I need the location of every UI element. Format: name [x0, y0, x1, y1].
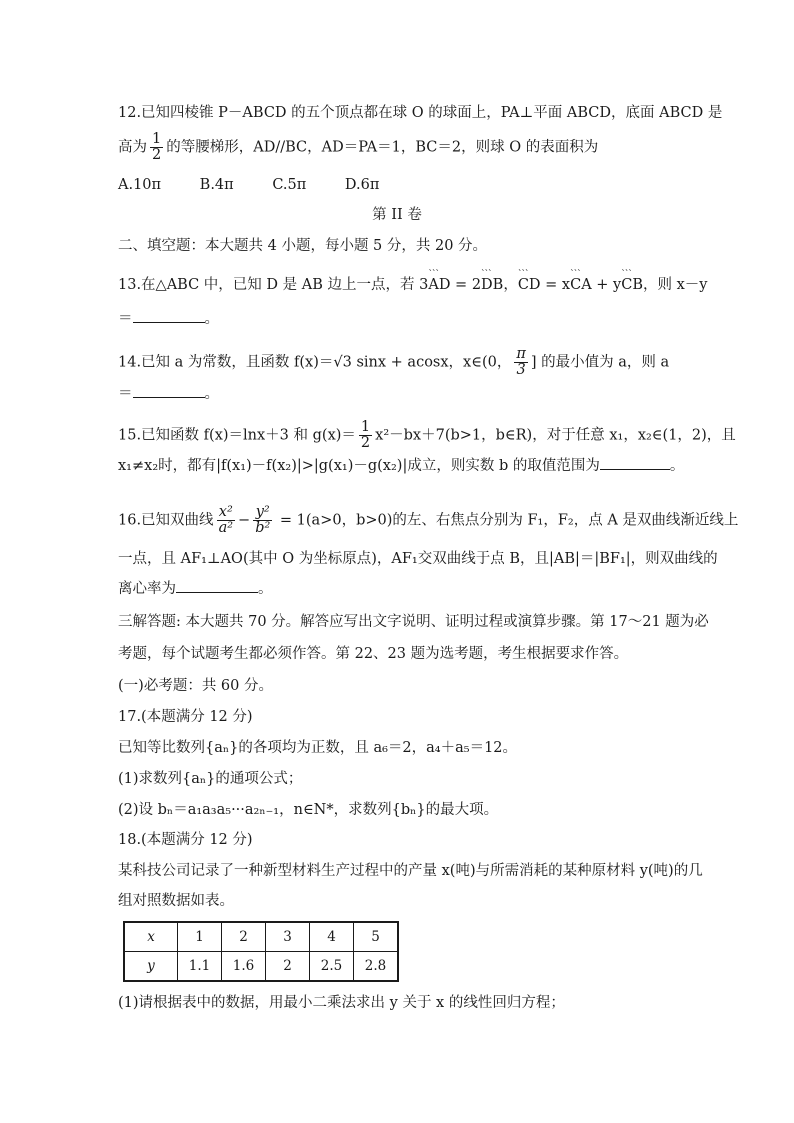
q12-options [118, 175, 413, 195]
q18-stem1: 某科技公司记录了一种新型材料生产过程中的产量 x(吨)与所需消耗的某种原材料 y(吨)的几 [118, 863, 703, 879]
table-cell: 3 [266, 922, 310, 952]
table-cell: 2 [266, 952, 310, 982]
q12-half-num: 1 [152, 131, 162, 147]
q17-part2: (2)设 bₙ＝a₁a₃a₅···a₂ₙ₋₁，n∈N*，求数列{bₙ}的最大项。 [118, 802, 499, 818]
q12-option-a: A.10π [118, 177, 162, 193]
q13-eq2: = x [540, 277, 571, 293]
table-cell: 4 [310, 922, 354, 952]
q12-line2 [118, 132, 598, 163]
q13-eq1: = 2 [450, 277, 482, 293]
q15-half-fraction [359, 420, 372, 451]
section3-required: (一)必考题：共 60 分。 [118, 678, 273, 694]
q13-line2 [118, 309, 219, 329]
vector-ad: ``` AD [428, 275, 450, 295]
q16-x-fraction [217, 505, 235, 536]
q13-answer-blank[interactable] [133, 310, 205, 323]
q18-part1: (1)请根据表中的数据，用最小二乘法求出 y 关于 x 的线性回归方程； [118, 995, 565, 1011]
q16-y-fraction [253, 505, 272, 536]
q18-data-table [123, 921, 399, 982]
q12-option-d: D.6π [344, 177, 380, 193]
q15-half-den: 2 [360, 435, 371, 451]
q16-line3 [118, 579, 273, 599]
q16-minus: − [238, 512, 251, 529]
q17-stem: 已知等比数列{aₙ}的各项均为正数，且 a₆＝2，a₄＋a₅＝12。 [118, 740, 518, 756]
table-cell: y [124, 952, 178, 982]
table-cell: 5 [354, 922, 399, 952]
q13-sep: ， [503, 277, 518, 293]
q12-option-c: C.5π [272, 177, 307, 193]
q16-y-num: y² [253, 505, 272, 521]
section3-line2: 考题，每个试题考生都必须作答。第 22、23 题为选考题，考生根据要求作答。 [118, 646, 629, 662]
section3-line1: 三解答题: 本大题共 70 分。解答应写出文字说明、证明过程或演算步骤。第 17～21 题为必 [118, 614, 709, 630]
vector-cb: ``` CB [621, 275, 643, 295]
table-row [124, 922, 398, 952]
vector-ca: ``` CA [570, 275, 592, 295]
q14-sqrt3: √3 [333, 354, 352, 371]
q14-pi-fraction [514, 347, 528, 378]
q14-pi-num: π [516, 346, 526, 362]
q14-eq-sign: ＝ [118, 386, 133, 402]
q14-end: 。 [204, 386, 219, 402]
q14-line2 [118, 384, 219, 404]
q15-answer-blank[interactable] [600, 457, 670, 470]
q14-answer-blank[interactable] [133, 385, 205, 398]
table-cell: 2.8 [354, 952, 399, 982]
table-row [124, 952, 398, 982]
q16-line1 [118, 505, 738, 536]
q13-eq-sign: ＝ [118, 311, 133, 327]
q15-half-num: 1 [360, 419, 371, 435]
vector-cd: ``` CD [518, 275, 541, 295]
q16-line3-text: 离心率为 [118, 581, 176, 597]
q13-post: ，则 x－y [643, 277, 708, 293]
q15-line2-text: x₁≠x₂时，都有|f(x₁)－f(x₂)|>|g(x₁)－g(x₂)|成立，则实数 b 的取值范围为 [118, 458, 600, 474]
q18-stem2: 组对照数据如表。 [118, 893, 234, 909]
q13-plus: + y [591, 277, 622, 293]
q15-post: x²－bx＋7(b>1，b∈R)，对于任意 x₁，x₂∈(1，2)，且 [375, 427, 736, 444]
q16-y-den: b² [255, 520, 271, 536]
q12-line1: 12.已知四棱锥 P－ABCD 的五个顶点都在球 O 的球面上，PA⊥平面 ABCD，底面 ABCD 是 [118, 105, 723, 121]
q14-line1 [118, 347, 669, 378]
table-cell: 1.1 [178, 952, 222, 982]
section2-heading: 二、填空题：本大题共 4 小题，每小题 5 分，共 20 分。 [118, 238, 488, 254]
q16-post: = 1(a>0，b>0)的左、右焦点分别为 F₁，F₂，点 A 是双曲线渐近线上 [275, 512, 739, 529]
q16-x-den: a² [218, 520, 234, 536]
q12-line2-pre: 高为 [118, 139, 147, 156]
table-cell: 1.6 [222, 952, 266, 982]
q12-half-den: 2 [152, 147, 162, 163]
q15-end: 。 [669, 458, 685, 474]
q12-line2-post: 的等腰梯形，AD//BC，AD＝PA＝1，BC＝2，则球 O 的表面积为 [166, 139, 599, 156]
q12-option-b: B.4π [199, 177, 234, 193]
q14-post: ] 的最小值为 a，则 a [530, 354, 670, 371]
q15-pre: 15.已知函数 f(x)＝lnx＋3 和 g(x)＝ [118, 427, 356, 444]
q13-line1 [118, 275, 707, 295]
vector-db: ``` DB [481, 275, 503, 295]
table-cell: 2 [222, 922, 266, 952]
q15-line1 [118, 420, 736, 451]
q13-pre: 13.在△ABC 中，已知 D 是 AB 边上一点，若 3 [118, 277, 429, 293]
q17-title: 17.(本题满分 12 分) [118, 709, 253, 725]
q18-title: 18.(本题满分 12 分) [118, 832, 253, 848]
q17-part1: (1)求数列{aₙ}的通项公式； [118, 771, 303, 787]
q14-mid: sinx + acosx，x∈(0， [351, 354, 512, 371]
q16-pre: 16.已知双曲线 [118, 512, 214, 529]
table-cell: 1 [178, 922, 222, 952]
q16-line2: 一点，且 AF₁⊥AO(其中 O 为坐标原点)，AF₁交双曲线于点 B，且|AB|＝|BF₁|，则双曲线的 [118, 551, 718, 567]
q16-end: 。 [258, 581, 273, 597]
part2-title: 第 II 卷 [372, 207, 422, 223]
table-cell: 2.5 [310, 952, 354, 982]
q15-line2 [118, 456, 684, 476]
q12-half-fraction [150, 132, 163, 163]
table-cell: x [124, 922, 178, 952]
q14-pre: 14.已知 a 为常数，且函数 f(x)＝ [118, 354, 334, 371]
q13-end: 。 [204, 311, 219, 327]
q16-x-num: x² [217, 505, 235, 521]
q16-answer-blank[interactable] [176, 580, 258, 593]
q14-pi-den: 3 [516, 362, 526, 378]
